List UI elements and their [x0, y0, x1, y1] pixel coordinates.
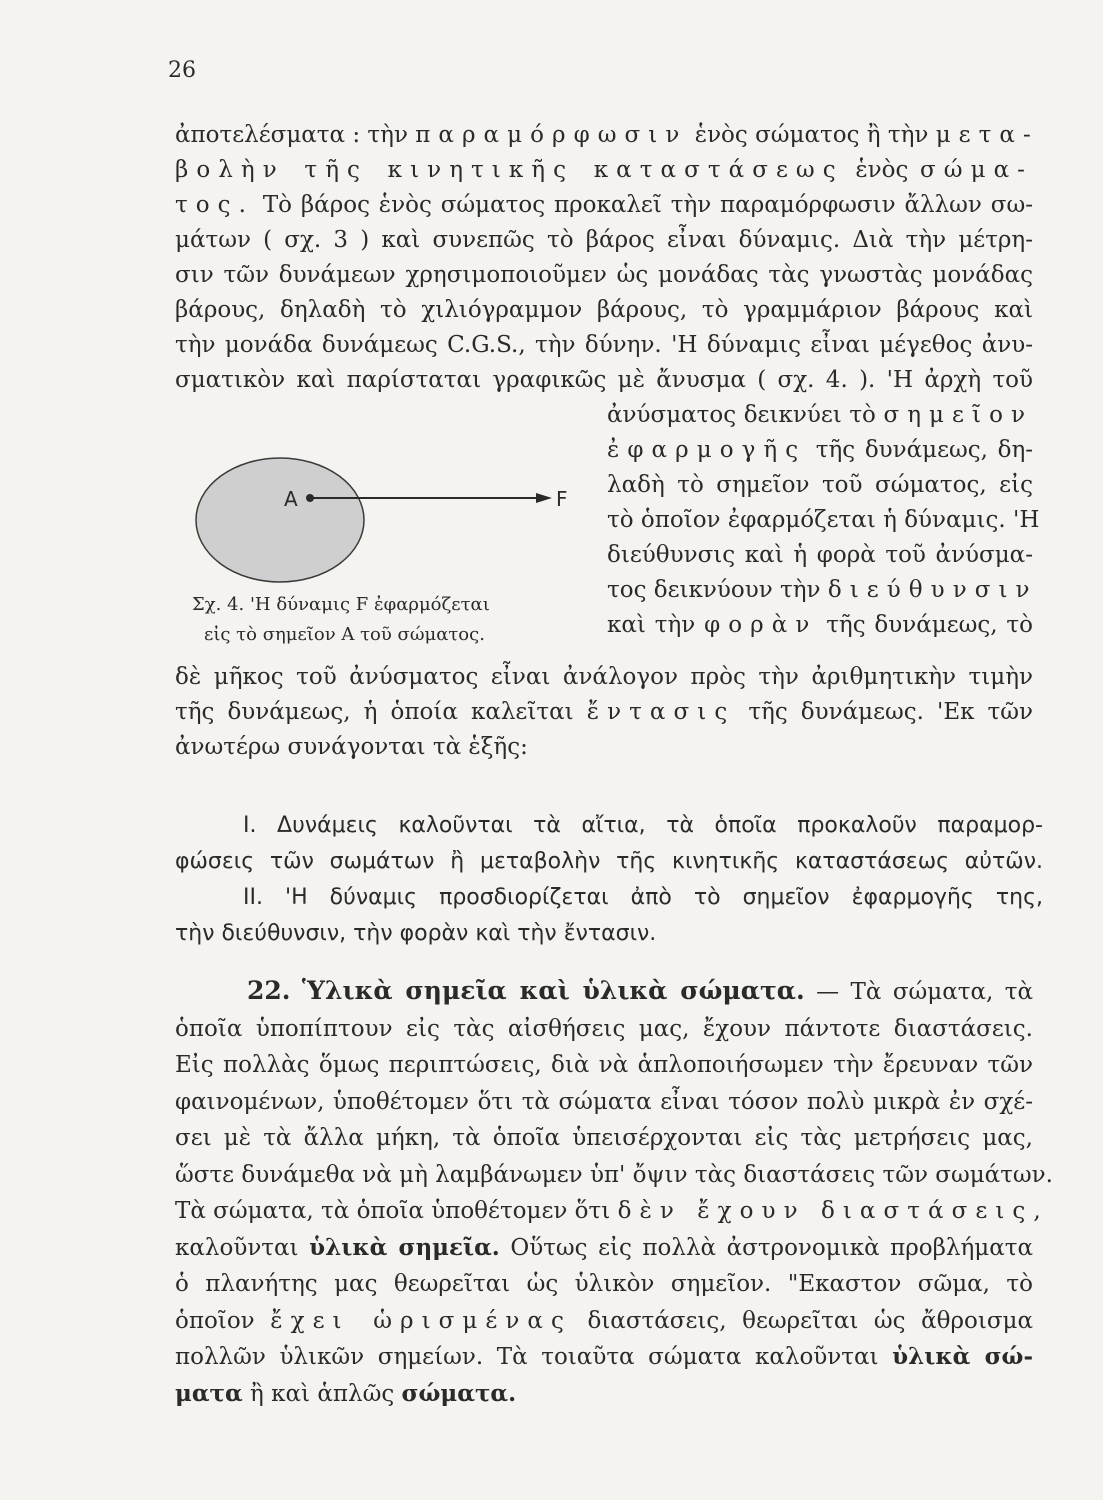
text-line: ὁ πλανήτης μας θεωρεῖται ὡς ὑλικὸν σημεῖον. "Εκαστον σῶμα, τὸ [175, 1271, 1033, 1297]
label-f: F [556, 487, 568, 511]
text-line [175, 1193, 1049, 1230]
text-line: μάτων ( σχ. 3 ) καὶ συνεπῶς τὸ βάρος εἶναι δύναμις. Διὰ τὴν μέτρη- [175, 227, 1033, 253]
text-line [175, 1376, 1033, 1413]
text-segment: Τὰ σώματα, τὰ ὁποῖα ὑποθέτομεν ὅτι [175, 1198, 611, 1224]
text-segment: τῆς δυνάμεως, τὸ [826, 612, 1033, 638]
figure-force-vector [180, 430, 600, 610]
text-line: ὁποῖα ὑποπίπτουν εἰς τὰς αἰσθήσεις μας, ἔχουν πάντοτε διαστάσεις. [175, 1015, 1033, 1042]
emphasized-term: ἔντασις [586, 699, 736, 725]
emphasized-term: ἐφαρμογῆς [607, 437, 807, 463]
bold-term: σώματα. [401, 1379, 517, 1407]
text-line: βάρους, δηλαδὴ τὸ χιλιόγραμμον βάρους, τὸ γραμμάριον βάρους καὶ [175, 297, 1033, 323]
text-segment: διαστάσεις, θεωρεῖται ὡς ἄθροισμα [587, 1307, 1034, 1334]
emphasized-term: σημεῖον [883, 402, 1034, 428]
text-line: σματικὸν καὶ παρίσταται γραφικῶς μὲ ἄνυσμα ( σχ. 4. ). 'Η ἀρχὴ τοῦ [175, 367, 1033, 393]
caption-line: Σχ. 4. 'Η δύναμις F ἐφαρμόζεται [192, 594, 490, 615]
emphasized-term: σώμα- [920, 157, 1034, 183]
caption-line: εἰς τὸ σημεῖον Α τοῦ σώματος. [204, 624, 485, 645]
text-line: φαινομένων, ὑποθέτομεν ὅτι τὰ σώματα εἶναι τόσον πολὺ μικρὰ ἐν σχέ- [175, 1088, 1033, 1115]
text-line [175, 188, 1033, 223]
text-line: Εἰς πολλὰς ὅμως περιπτώσεις, διὰ νὰ ἁπλοποιήσωμεν τὴν ἔρευναν τῶν [175, 1052, 1033, 1078]
text-line: σει μὲ τὰ ἄλλα μήκη, τὰ ὁποῖα ὑπεισέρχονται εἰς τὰς μετρήσεις μας, [175, 1125, 1033, 1151]
section-22 [175, 973, 1053, 1412]
text-line: δὲ μῆκος τοῦ ἀνύσματος εἶναι ἀνάλογον πρὸς τὴν ἀριθμητικὴν τιμὴν [175, 664, 1033, 690]
text-segment: ἑνὸς σώματος ἢ τὴν [694, 122, 929, 148]
paragraph-magnitude [175, 660, 1033, 765]
figure-caption [182, 590, 490, 650]
text-segment: Τὸ βάρος ἑνὸς σώματος προκαλεῖ τὴν παραμόρφωσιν ἄλλων σω- [262, 192, 1033, 218]
text-segment: τος δεικνύουν τὴν [607, 577, 821, 603]
text-segment: — Τὰ σώματα, τὰ [816, 979, 1033, 1005]
text-line [175, 1303, 1033, 1340]
text-line: ἀνωτέρω συνάγονται τὰ ἑξῆς: [175, 734, 528, 760]
text-line: σιν τῶν δυνάμεων χρησιμοποιοῦμεν ὡς μονάδας τὰς γνωστὰς μονάδας [175, 262, 1033, 288]
text-segment: καὶ τὴν [607, 612, 696, 638]
text-line [607, 608, 1033, 643]
text-segment: τῆς δυνάμεως, δη- [815, 437, 1034, 463]
text-line [607, 433, 1033, 468]
arrowhead-icon [536, 493, 552, 503]
emphasized-term: παραμόρφωσιν [415, 122, 688, 148]
emphasized-term: φορὰν [704, 612, 818, 638]
text-segment: πολλῶν ὑλικῶν σημείων. Τὰ τοιαῦτα σώματα καλοῦνται [175, 1344, 879, 1370]
emphasized-term: βολὴν τῆς κινητικῆς καταστάσεως [175, 157, 844, 183]
label-a: A [284, 487, 298, 511]
bold-term: ὑλικὰ σώ- [892, 1343, 1034, 1370]
text-line: διεύθυνσις καὶ ἡ φορὰ τοῦ ἀνύσμα- [607, 542, 1033, 568]
emphasized-term: διεύθυνσιν [827, 577, 1038, 603]
rule-line: II. 'Η δύναμις προσδιορίζεται ἀπὸ τὸ σημεῖον ἐφαρμογῆς της, [243, 885, 1043, 910]
text-segment: τῆς δυνάμεως. 'Εκ τῶν [748, 699, 1034, 725]
text-line [175, 118, 1039, 153]
emphasized-term: ἔχει ὡρισμένας [270, 1307, 572, 1334]
page-number: 26 [168, 58, 196, 83]
text-segment: ἑνὸς [855, 157, 909, 183]
text-segment: ἀποτελέσματα : τὴν [175, 122, 408, 148]
text-line [175, 153, 1033, 188]
text-segment: Οὕτως εἰς πολλὰ ἀστρονομικὰ προβλήματα [510, 1234, 1034, 1261]
paragraph-forces-effects [175, 118, 1039, 398]
text-line [607, 573, 1038, 608]
text-line: τὴν μονάδα δυνάμεως C.G.S., τὴν δύνην. 'Η δύναμις εἶναι μέγεθος ἀνυ- [175, 332, 1033, 358]
text-line: λαδὴ τὸ σημεῖον τοῦ σώματος, εἰς [607, 472, 1033, 498]
rule-line: φώσεις τῶν σωμάτων ἢ μεταβολὴν τῆς κινητικῆς καταστάσεως αὐτῶν. [175, 849, 1043, 874]
body-ellipse [196, 458, 364, 582]
rules-summary [175, 808, 1043, 952]
rule-line: I. Δυνάμεις καλοῦνται τὰ αἴτια, τὰ ὁποῖα προκαλοῦν παραμορ- [243, 813, 1043, 838]
section-heading-line [175, 973, 1033, 1011]
text-segment: ἀνύσματος δεικνύει τὸ [607, 402, 876, 428]
text-segment: ἢ καὶ ἁπλῶς [250, 1380, 395, 1407]
emphasized-term: τος. [175, 192, 254, 218]
bold-term: ματα [175, 1379, 243, 1407]
text-line [175, 1339, 1033, 1376]
text-segment: ὁποῖον [175, 1307, 255, 1334]
text-segment: καλοῦνται [175, 1234, 299, 1261]
rule-line: τὴν διεύθυνσιν, τὴν φορὰν καὶ τὴν ἔντασιν. [175, 921, 657, 946]
text-segment: τῆς δυνάμεως, ἡ ὁποία καλεῖται [175, 699, 574, 725]
emphasized-term: μετα- [935, 122, 1039, 148]
text-line [175, 695, 1033, 730]
text-line: ὥστε δυνάμεθα νὰ μὴ λαμβάνωμεν ὑπ' ὄψιν τὰς διαστάσεις τῶν σωμάτων. [175, 1161, 1053, 1188]
bold-term: ὑλικὰ σημεῖα. [309, 1233, 500, 1261]
section-number: 22. [247, 976, 291, 1005]
emphasized-term: δὲν ἔχουν διαστάσεις, [617, 1198, 1049, 1224]
text-line: τὸ ὁποῖον ἐφαρμόζεται ἡ δύναμις. 'Η [607, 507, 1040, 533]
section-title: Ὑλικὰ σημεῖα καὶ ὑλικὰ σώματα. [301, 976, 805, 1005]
text-line [607, 398, 1033, 433]
text-line [175, 1230, 1033, 1267]
paragraph-vector-description [607, 398, 1040, 643]
